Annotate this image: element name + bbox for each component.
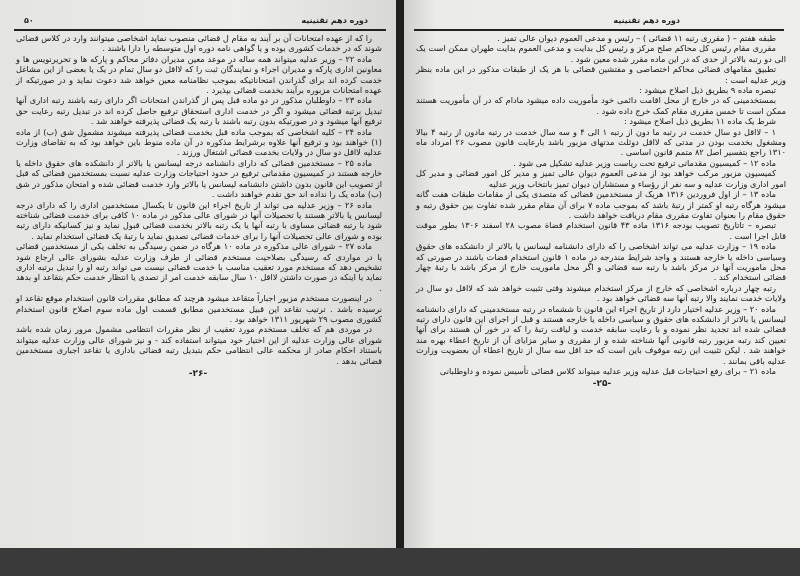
paragraph: رتبه چهار درباره اشخاصی که خارج از مرکز استخدام میشوند وقتی تثبیت خواهد شد که لااقل دو سال در ولایات خدمت نمایند والا رتبه آنها سه قضائی خواهد بود .	[416, 282, 786, 304]
paragraph: در موردی هم که تخلف مستخدم مورد تعقیب از نظر مقررات انتظامی مشمول مرور زمان شده باشد شورای عالی وزارت عدلیه از این اختیار خود میتواند استفاده کند - و نیز شورای عالی وزارت عدلیه میتواند باستناد احکام صادر از محکمه عالی انتظامی حکم بتبدیل رتبه قضائی باداری یا تقاعد اجباری مستخدمین قضائی بدهد .	[16, 324, 382, 366]
paragraph: کمیسیون مزبور مرکب خواهد بود از مدعی العموم دیوان عالی تمیز و مدیر کل امور قضائی و مدیر کل امور اداری وزارت عدلیه و سه نفر از رؤساء و مستشاران دیوان تمیز بانتخاب وزیر عدلیه	[416, 168, 786, 189]
left-page-header: دوره دهم تقنینیه	[301, 16, 368, 25]
paragraph: ماده ۲۳ – داوطلبان مذکور در دو ماده قبل پس از گذراندن امتحانات اگر دارای رتبه باشند رتبه اداری آنها تبدیل برتبه قضائی میشود و اگر در خدمت اداری استحقاق ترفیع حاصل کرده اند در تبدیل رتبه رعایت حق ترفیع آنها میشود و در صورتیکه بدون رتبه باشند با رتبه یک قضائی پذیرفته خواهند شد .	[16, 95, 382, 127]
paragraph: ماده ۲۲ – وزیر عدلیه میتواند همه ساله در موعد معین مدیران دفاتر محاکم و پارکه ها و تحریرنویس ها و معاونین اداری پارکه و مدیران اجراء و نمایندگان ثبت را که لااقل دو سال تمام در یک یا بعضی از این مشاغل خدمت کرده اند برای گذراندن امتحاناتیکه بموجب نظامنامه معین خواهد شد دعوت نماید و در صورتیکه از عهده امتحانات مزبوره برآیند بخدمت قضائی بپذیرد .	[16, 53, 382, 96]
left-page-number: -۲۶-	[188, 369, 208, 379]
right-page-body	[416, 33, 786, 376]
paragraph: تطبیق مقامهای قضائی محاکم اختصاصی و مفتشین قضائی با هر یک از طبقات مذکور در این ماده بنظر وزیر عدلیه است :	[416, 64, 786, 85]
left-header-rule	[14, 29, 386, 31]
right-page-header: دوره دهم تقنینیه	[613, 16, 680, 25]
paragraph: ماده ۲۷ – شورای عالی مذکوره در ماده ۱۰ هرگاه در ضمن رسیدگی به تخلف یکی از مستخدمین قضائی یا در مواردی که رسیدگی بصلاحیت مستخدم قضائی از طرف وزارت عدلیه بشورای عالی ارجاع شود تشخیص دهد که مستخدم مورد تعقیب مناسب با خدمت قضائی نیست می تواند رتبه او را تبدیل برتبه اداری نماید یا اینکه در صورت داشتن لااقل ۱۰ سال سابقه خدمت امر از تصدی یا انتظار خدمت حکم بتقاعد او بدهد .	[16, 241, 382, 293]
paragraph: ماده ۲۱ – برای رفع احتیاجات قبل عدلیه وزیر عدلیه میتواند کلاس قضائی تأسیس نموده و داوطلبانی	[439, 366, 776, 376]
paragraph: ماده ۲۵ – مستخدمین قضائی که دارای دانشنامه درجه لیسانس یا بالاتر از دانشکده های حقوق داخله یا خارجه هستند در کمیسیون مقدماتی ترفیع در حدود احتیاجات وزارت عدلیه نسبت بمستخدمین قضائی که قبل از تصویب این قانون بدون داشتن دانشنامه لیسانس یا بالاتر وارد خدمت قضائی شده و امتحان مذکور در شق (ب) ماده یک را نداده اند حق تقدم خواهند داشت .	[16, 157, 382, 200]
paragraph: ماده ۲۴ – کلیه اشخاصی که بموجب ماده قبل بخدمت قضائی پذیرفته میشوند مشمول شق (ب) از ماده (۱) خواهند بود و ترفیع آنها علاوه برشرایط مذکوره در آن ماده منوط باین خواهد بود که به تقاضای وزارت عدلیه لااقل دو سال در ولایات بخدمت قضائی اشتغال ورزند .	[16, 126, 382, 158]
paragraph: در اینصورت مستخدم مزبور اجباراً متقاعد میشود هرچند که مطابق مقررات قانون استخدام موقع تقاعد او نرسیده باشد . ترتیب تقاعد این قبیل مستخدمین مطابق قسمت اول ماده سوم اصلاح قانون استخدام کشوری مصوب ۲۹ شهریور ۱۳۱۱ خواهد بود .	[16, 293, 382, 324]
paragraph: ماده ۲۶ – وزیر عدلیه می تواند از تاریخ اجراء این قانون تا یکسال مستخدمین اداری را که دارای درجه لیسانس یا بالاتر هستند یا تحصیلات آنها در شورای عالی مذکور در ماده ۱۰ کافی برای خدمت قضائی شناخته شود با رتبه قضائی مساوی با رتبه آنها یا یک رتبه بالاتر بخدمت قضائی قبول نماید و نیز کسانیکه دارای رتبه بوده و شورای عالی تحصیلات آنها را برای خدمات قضائی تصدیق نماید با رتبهٔ یک قضائی استخدام نماید .	[16, 199, 383, 241]
book-gutter	[396, 0, 404, 548]
right-page-number: -۲۵-	[592, 379, 612, 390]
scan-bottom-edge	[0, 548, 800, 576]
paragraph: تبصره ماده ۹ بطریق ذیل اصلاح میشود :	[638, 85, 776, 96]
paragraph: تبصره – تاتاریخ تصویب بودجه ۱۳۱۶ ماده ۴۳ قانون استخدام قضاة مصوب ۲۸ اسفند ۱۳۰۶ بطور موقت قابل اجرا است .	[416, 220, 786, 241]
paragraph: را که از عهده امتحانات آن بر آیند به مقام ل قضائی منصوب نماید اشخاصی میتوانند وارد در کلاس قضائی شوند که در خدمات کشوری بوده و یا گواهی نامه دوره اول متوسطه را دارا باشند .	[16, 33, 382, 54]
paragraph: شرط یک ماده ۱۱ بطریق ذیل اصلاح میشود :	[624, 116, 776, 127]
paragraph: ماده ۱۹ – وزارت عدلیه می تواند اشخاصی را که دارای دانشنامه لیسانس یا بالاتر از دانشکده های حقوق وسیاسی داخله یا خارجه هستند و واجد شرایط مندرجه در ماده ۱ قانون استخدام قضات باشند در صورتی که محل ماموریت آنها در مرکز باشد با رتبه سه قضائی و اگر محل ماموریت خارج از مرکز باشد با رتبهٔ چهار قضائی استخدام کند .	[416, 241, 786, 283]
paragraph: بمستخدمینی که در خارج از محل اقامت دائمی خود مأموریت داده میشود مادام که در آن مأموریت هستند ممکن است تا خمس مقرری مقام کمک خرج داده شود .	[416, 95, 786, 116]
left-page-body	[16, 33, 382, 366]
paragraph: طبقه هفتم – ( مقرری رتبه ۱۱ قضائی ) – رئیس و مدعی العموم دیوان عالی تمیز .	[497, 33, 776, 43]
paragraph: مقرری مقام رئیس کل محاکم صلح مرکز و رئیس کل بدایت و مدعی العموم بدایت طهران ممکن است یک الی دو رتبه بالاتر از حدی که در این ماده مقرر شده معین شود .	[416, 43, 786, 64]
left-page	[0, 0, 396, 548]
paragraph: ماده ۱۲ – کمیسیون مقدماتی ترفیع تحت ریاست وزیر عدلیه تشکیل می شود .	[513, 157, 776, 168]
left-page-header-number: ۵۰	[24, 16, 34, 25]
paragraph: ماده ۲۰ – وزیر عدلیه اختیار دارد از تاریخ اجراء این قانون تا ششماه در رتبه مستخدمینی که دارای دانشنامه لیسانس یا بالاتر از دانشکده های حقوق و سیاسی داخله یا خارجه هستند و قبل از اجرای این قانون دارای رتبه قضائی شده اند تجدید نظر نموده و با رعایت سابقه خدمت و لیاقت رتبهٔ را که در خور آن هستند برای آنها تعیین کند رتبه مزبور رتبه قانونی آنها شناخته شده و از مقرری و سایر مزایای آن از تاریخ اعطاء بهره مند خواهند شد . لیکن تثبیت این رتبه موقوف باین است که حد اقل سه سال از تاریخ اعطاء آن بعضویت وزارت عدلیه باقی بمانند .	[416, 303, 786, 366]
right-page	[404, 0, 800, 548]
right-header-rule	[414, 29, 784, 31]
paragraph: ۱ – لااقل دو سال خدمت در رتبه ما دون از رتبه ۱ الی ۴ و سه سال خدمت در رتبه مادون از رتبه ۴ ببالا ومشغول بخدمت بودن در مدتی که لااقل دوثلث مدتهای مزبور باشد بارعایت قانون مصوب ۲۶ امرداد ماه ۱۳۱۰ راجع بتفسیر اصل ۸۲ متمم قانون اساسی .	[416, 126, 786, 158]
paragraph: ماده ۱۳ – از اول فروردین ۱۳۱۶ هریک از مستخدمین قضائی که متصدی یکی از مقامات طبقات هفت گانه میشود هرگاه رتبه او کمتر از رتبهٔ باشد که بموجب ماده ۷ برای آن مقام مقرر شده تفاوت بین حقوق رتبه و حقوق مقام را بعنوان تفاوت مقرری مقام دریافت خواهد داشت .	[416, 189, 786, 220]
